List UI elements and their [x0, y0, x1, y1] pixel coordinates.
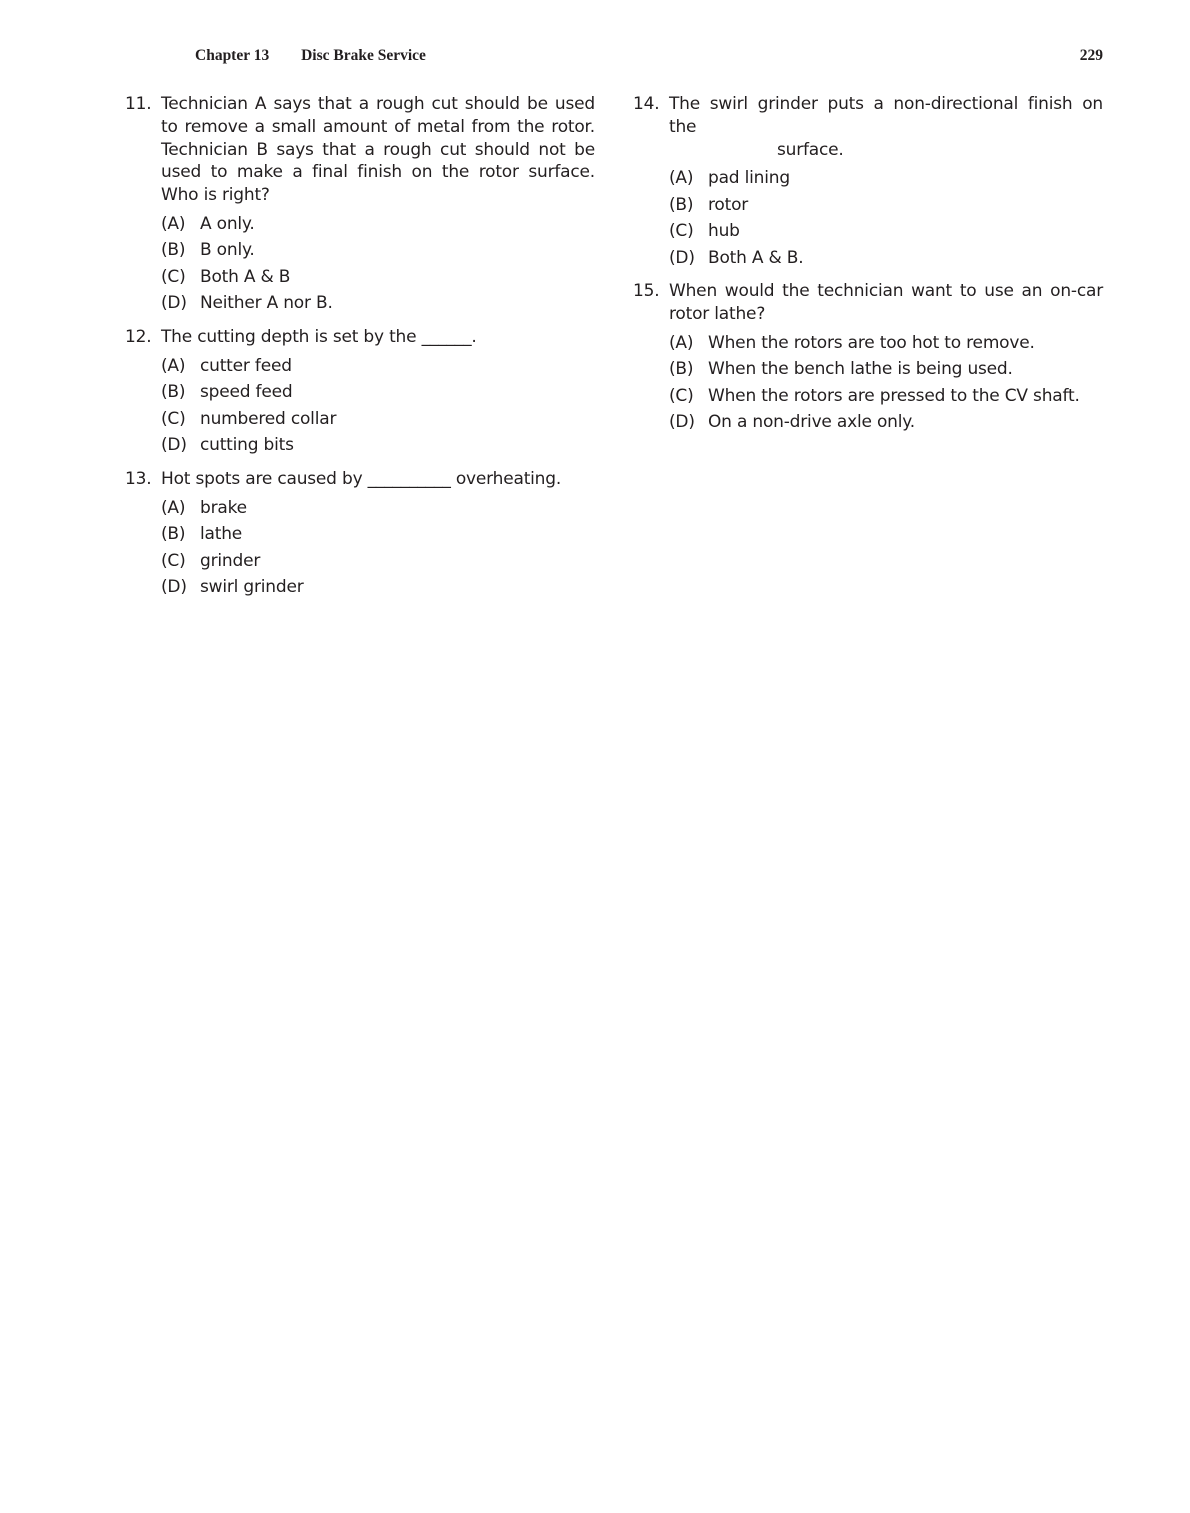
option-text: On a non-drive axle only. [708, 412, 915, 433]
option-label: (A) [161, 355, 186, 376]
answer-option [161, 521, 595, 548]
option-text: Neither A nor B. [200, 293, 333, 314]
chapter-title: Disc Brake Service [301, 47, 426, 64]
question [125, 468, 595, 601]
answer-option [669, 245, 1103, 272]
answer-option [161, 353, 595, 380]
left-column [125, 93, 595, 610]
right-column [633, 93, 1103, 445]
option-label: (A) [161, 213, 186, 234]
option-text: When the rotors are pressed to the CV shaft. [708, 385, 1080, 406]
option-label: (B) [669, 194, 694, 215]
answer-option [161, 495, 595, 522]
question-stem: Technician A says that a rough cut should be used to remove a small amount of metal from the rotor. Technician B says that a rough cut should not be used to make a final finish on the rotor surface. Who is right? [161, 94, 595, 206]
option-label: (D) [161, 293, 187, 314]
question-number: 13. [125, 468, 152, 489]
answer-option [161, 290, 595, 317]
option-label: (D) [161, 435, 187, 456]
question [125, 326, 595, 459]
option-label: (B) [161, 240, 186, 261]
option-text: speed feed [200, 382, 293, 403]
option-text: rotor [708, 194, 749, 215]
question-stem: The cutting depth is set by the ______. [161, 326, 477, 347]
option-text: When the bench lathe is being used. [708, 359, 1013, 380]
answer-option [669, 165, 1103, 192]
running-header [195, 47, 426, 65]
option-list [161, 495, 595, 601]
question [125, 93, 595, 317]
answer-option [161, 264, 595, 291]
option-text: lathe [200, 524, 243, 545]
option-text: brake [200, 497, 247, 518]
option-text: swirl grinder [200, 577, 304, 598]
answer-option [161, 211, 595, 238]
option-label: (C) [669, 221, 694, 242]
option-list [669, 330, 1103, 436]
question-stem: surface. [777, 139, 844, 160]
answer-option [669, 409, 1103, 436]
option-label: (D) [669, 247, 695, 268]
answer-option [161, 406, 595, 433]
option-text: hub [708, 221, 740, 242]
option-text: pad lining [708, 168, 790, 189]
answer-option [669, 192, 1103, 219]
option-label: (B) [669, 359, 694, 380]
question-stem: Hot spots are caused by __________ overheating. [161, 468, 562, 489]
option-label: (C) [669, 385, 694, 406]
option-list [669, 165, 1103, 271]
question [633, 93, 1103, 271]
question-number: 11. [125, 94, 152, 114]
option-text: numbered collar [200, 408, 337, 429]
option-list [161, 211, 595, 317]
option-label: (D) [669, 412, 695, 433]
option-text: When the rotors are too hot to remove. [708, 332, 1035, 353]
answer-option [669, 218, 1103, 245]
chapter-label: Chapter 13 [195, 47, 270, 64]
option-label: (C) [161, 408, 186, 429]
page-number: 229 [1079, 47, 1103, 64]
option-text: Both A & B [200, 266, 291, 287]
answer-option [161, 574, 595, 601]
option-text: B only. [200, 240, 255, 261]
answer-option [161, 432, 595, 459]
option-label: (B) [161, 382, 186, 403]
answer-option [669, 330, 1103, 357]
option-text: grinder [200, 550, 261, 571]
question-stem: When would the technician want to use an on-car rotor lathe? [669, 281, 1103, 325]
option-label: (C) [161, 266, 186, 287]
answer-option [669, 356, 1103, 383]
option-text: Both A & B. [708, 247, 804, 268]
answer-option [161, 237, 595, 264]
answer-option [669, 383, 1103, 410]
option-label: (A) [669, 168, 694, 189]
question [633, 280, 1103, 436]
question-number: 15. [633, 281, 660, 302]
option-label: (B) [161, 524, 186, 545]
option-label: (A) [669, 332, 694, 353]
question-number: 12. [125, 326, 152, 347]
option-text: cutter feed [200, 355, 292, 376]
option-list [161, 353, 595, 459]
answer-option [161, 548, 595, 575]
option-text: cutting bits [200, 435, 294, 456]
option-label: (A) [161, 497, 186, 518]
question-stem: The swirl grinder puts a non-directional finish on the [669, 94, 1103, 137]
option-text: A only. [200, 213, 255, 234]
option-label: (C) [161, 550, 186, 571]
question-number: 14. [633, 94, 660, 114]
option-label: (D) [161, 577, 187, 598]
answer-option [161, 379, 595, 406]
